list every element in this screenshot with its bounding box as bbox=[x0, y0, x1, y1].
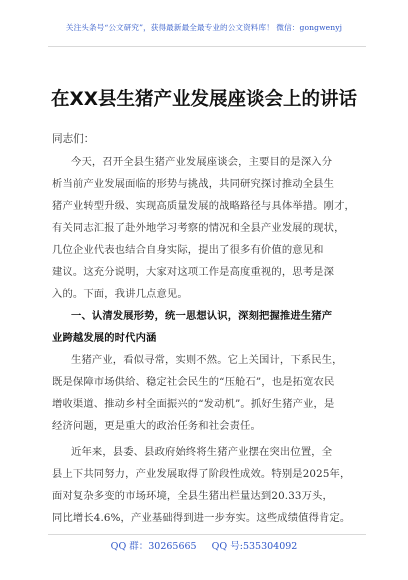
body-line: 入的。下面，我讲几点意见。 bbox=[52, 288, 188, 300]
body-line: 既是保障市场供给、稳定社会民生的“压舱石”，也是拓宽农民 bbox=[52, 376, 335, 388]
body-line: 生猪产业，看似寻常，实则不然。它上关国计，下系民生， bbox=[71, 354, 343, 366]
body-line: 建议。这充分说明，大家对这项工作是高度重视的，思考是深 bbox=[52, 266, 335, 278]
body-line: 经济问题，更是重大的政治任务和社会责任。 bbox=[52, 420, 261, 432]
body-line: 有关同志汇报了赴外地学习考察的情况和全县产业发展的现状， bbox=[52, 222, 345, 234]
body-line: 同比增长4.6%，产业基础得到进一步夯实。这些成绩值得肯定。 bbox=[52, 512, 351, 524]
header-divider bbox=[48, 46, 366, 47]
body-line: 县上下共同努力，产业发展取得了阶段性成效。特别是2025年， bbox=[52, 468, 351, 480]
body-line: 面对复杂多变的市场环境，全县生猪出栏量达到20.33万头， bbox=[52, 490, 333, 502]
body-line: 近年来，县委、县政府始终将生猪产业摆在突出位置，全 bbox=[71, 446, 333, 458]
footer-contact bbox=[0, 538, 408, 552]
footer-divider bbox=[48, 534, 366, 535]
salutation: 同志们： bbox=[52, 133, 95, 145]
section-heading-line: 业跨越发展的时代内涵 bbox=[52, 332, 157, 344]
body-line: 猪产业转型升级、实现高质量发展的战略路径与具体举措。刚才， bbox=[52, 200, 355, 212]
body-line: 今天，召开全县生猪产业发展座谈会，主要目的是深入分 bbox=[71, 156, 333, 168]
body-line: 析当前产业发展面临的形势与挑战，共同研究探讨推动全县生 bbox=[52, 178, 335, 190]
section-heading-line: 一、认清发展形势，统一思想认识，深刻把握推进生猪产 bbox=[71, 310, 333, 322]
body-line: 几位企业代表也结合自身实际，提出了很多有价值的意见和 bbox=[52, 244, 324, 256]
footer-qq-number: QQ 号:535304092 bbox=[211, 541, 298, 552]
document-title: 在XX县生猪产业发展座谈会上的讲话 bbox=[50, 89, 358, 110]
header-notice: 关注头条号“公文研究”，获得最新最全最专业的公文资料库！ 微信：gongwenyj bbox=[65, 23, 343, 32]
footer-qq-group: QQ 群：30265665 bbox=[110, 541, 197, 552]
body-line: 增收渠道、推动乡村全面振兴的“发动机”。抓好生猪产业，是 bbox=[52, 398, 335, 410]
